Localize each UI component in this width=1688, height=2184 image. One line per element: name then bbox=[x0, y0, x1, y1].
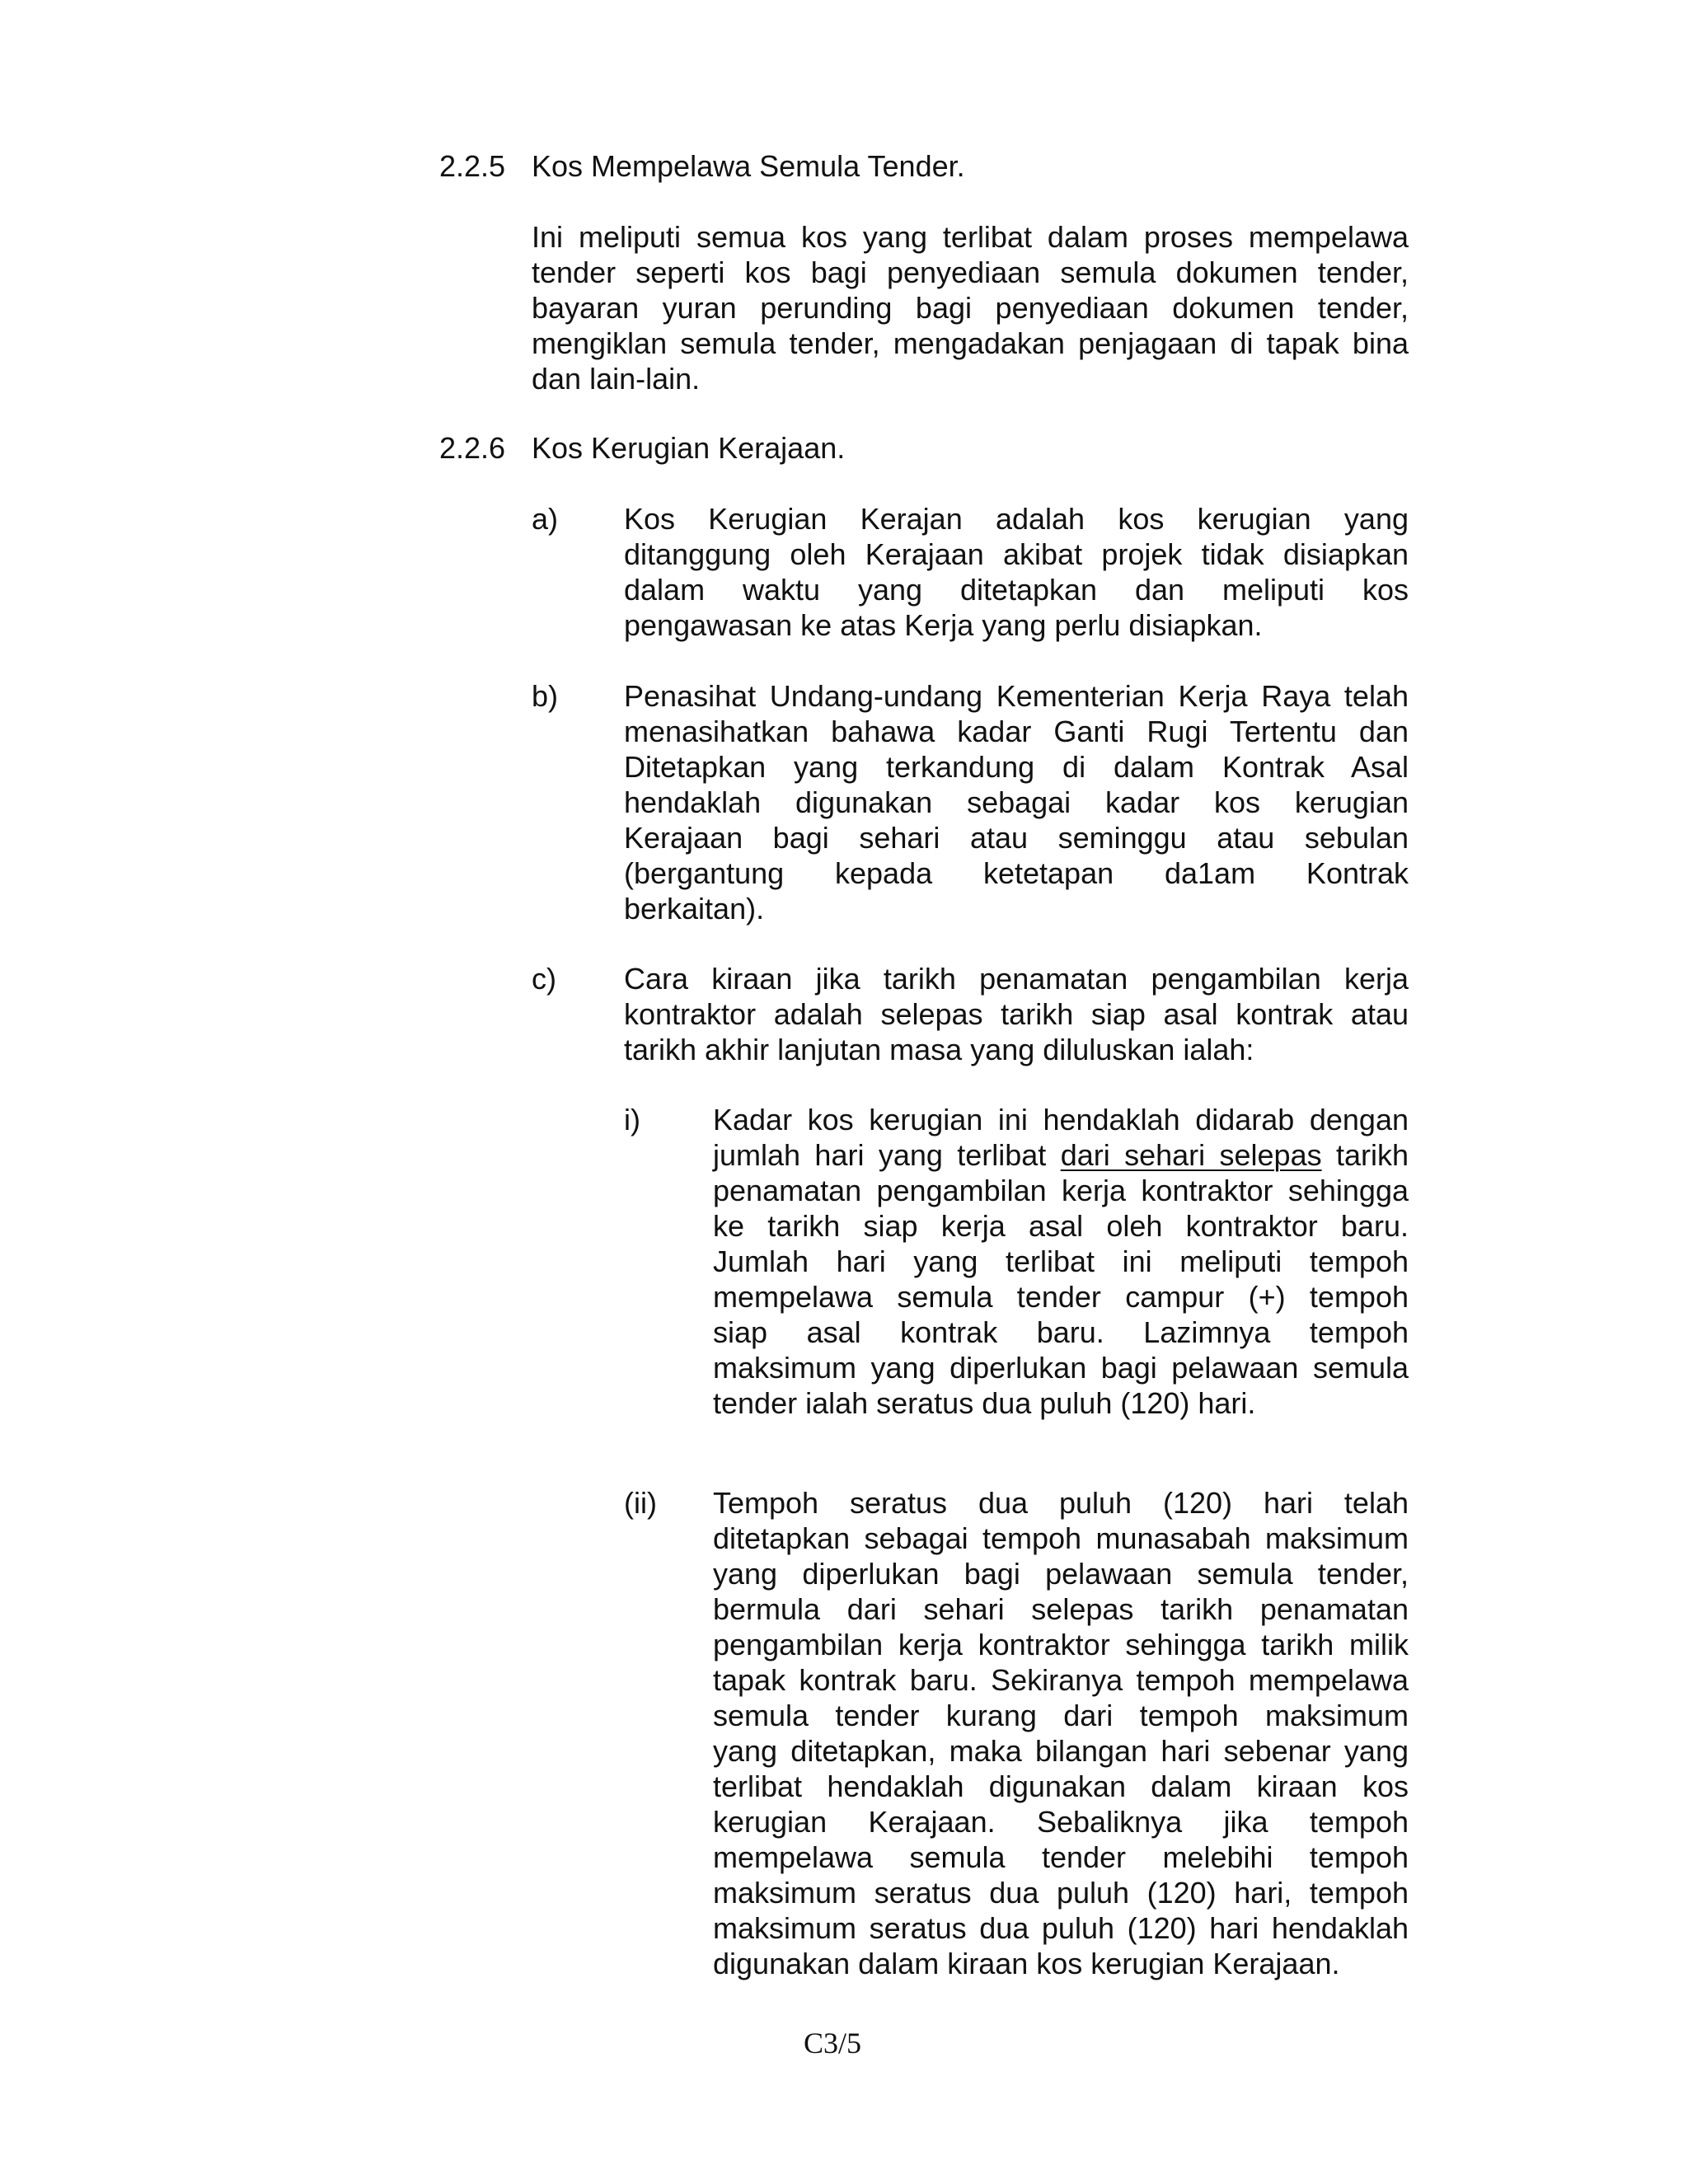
item-ii-line: semula tender kurang dari tempoh maksimum bbox=[713, 1699, 1409, 1732]
item-i-line: mempelawa semula tender campur (+) tempoh bbox=[713, 1280, 1409, 1314]
item-c-line: tarikh akhir lanjutan masa yang diluluskan ialah: bbox=[624, 1033, 1254, 1066]
item-c-line: Cara kiraan jika tarikh penamatan pengambilan kerja bbox=[624, 962, 1409, 996]
item-i-line bbox=[713, 1137, 1409, 1173]
section-number-2-2-5: 2.2.5 bbox=[439, 149, 506, 183]
item-b-line: Ditetapkan yang terkandung di dalam Kontrak Asal bbox=[624, 750, 1409, 784]
item-ii-line: ditetapkan sebagai tempoh munasabah maksimum bbox=[713, 1521, 1409, 1555]
item-ii-line: maksimum seratus dua puluh (120) hari, tempoh bbox=[713, 1876, 1409, 1910]
item-ii-line: yang ditetapkan, maka bilangan hari sebenar yang bbox=[713, 1734, 1409, 1768]
paragraph-line: mengiklan semula tender, mengadakan penjagaan di tapak bina bbox=[532, 326, 1409, 360]
item-ii-line: terlibat hendaklah digunakan dalam kiraan kos bbox=[713, 1769, 1409, 1803]
list-marker-b: b) bbox=[532, 679, 559, 713]
item-ii-line: digunakan dalam kiraan kos kerugian Kerajaan. bbox=[713, 1947, 1340, 1980]
paragraph-line: Ini meliputi semua kos yang terlibat dalam proses mempelawa bbox=[532, 220, 1409, 254]
item-ii-line: pengambilan kerja kontraktor sehingga tarikh milik bbox=[713, 1628, 1409, 1661]
item-ii-line: yang diperlukan bagi pelawaan semula tender, bbox=[713, 1557, 1409, 1591]
item-b-line: (bergantung kepada ketetapan da1am Kontrak bbox=[624, 856, 1409, 890]
item-ii-line: bermula dari sehari selepas tarikh penamatan bbox=[713, 1592, 1409, 1626]
item-i-line: tender ialah seratus dua puluh (120) hari. bbox=[713, 1386, 1256, 1420]
paragraph-line: bayaran yuran perunding bagi penyediaan dokumen tender, bbox=[532, 291, 1409, 325]
section-title-2-2-5: Kos Mempelawa Semula Tender. bbox=[532, 149, 965, 183]
item-b-line: Kerajaan bagi sehari atau seminggu atau sebulan bbox=[624, 821, 1409, 855]
underlined-phrase: dari sehari selepas bbox=[1060, 1138, 1322, 1172]
section-title-2-2-6: Kos Kerugian Kerajaan. bbox=[532, 431, 846, 465]
item-i-line: siap asal kontrak baru. Lazimnya tempoh bbox=[713, 1315, 1409, 1349]
item-b-line: Penasihat Undang-undang Kementerian Kerja Raya telah bbox=[624, 679, 1409, 713]
item-b-line: menasihatkan bahawa kadar Ganti Rugi Tertentu dan bbox=[624, 715, 1409, 748]
item-a-line: dalam waktu yang ditetapkan dan meliputi kos bbox=[624, 573, 1409, 607]
item-i-text: tarikh bbox=[1321, 1138, 1409, 1172]
list-marker-a: a) bbox=[532, 502, 559, 536]
item-i-line: penamatan pengambilan kerja kontraktor sehingga bbox=[713, 1174, 1409, 1207]
section-number-2-2-6: 2.2.6 bbox=[439, 431, 506, 465]
item-a-line: pengawasan ke atas Kerja yang perlu disiapkan. bbox=[624, 608, 1263, 642]
item-i-line: Kadar kos kerugian ini hendaklah didarab dengan bbox=[713, 1103, 1409, 1137]
list-marker-c: c) bbox=[532, 962, 556, 996]
item-i-text: jumlah hari yang terlibat bbox=[713, 1138, 1061, 1172]
item-a-line: Kos Kerugian Kerajan adalah kos kerugian yang bbox=[624, 502, 1409, 536]
item-a-line: ditanggung oleh Kerajaan akibat projek tidak disiapkan bbox=[624, 537, 1409, 571]
item-ii-line: maksimum seratus dua puluh (120) hari hendaklah bbox=[713, 1911, 1409, 1945]
item-i-line: Jumlah hari yang terlibat ini meliputi tempoh bbox=[713, 1244, 1409, 1278]
item-i-line: maksimum yang diperlukan bagi pelawaan semula bbox=[713, 1351, 1409, 1385]
item-ii-line: kerugian Kerajaan. Sebaliknya jika tempoh bbox=[713, 1805, 1409, 1839]
list-marker-i: i) bbox=[624, 1103, 640, 1137]
item-i-line: ke tarikh siap kerja asal oleh kontraktor baru. bbox=[713, 1209, 1409, 1243]
item-ii-line: mempelawa semula tender melebihi tempoh bbox=[713, 1840, 1409, 1874]
item-b-line: berkaitan). bbox=[624, 892, 765, 926]
paragraph-line: dan lain-lain. bbox=[532, 362, 701, 396]
list-marker-ii: (ii) bbox=[624, 1486, 657, 1520]
item-b-line: hendaklah digunakan sebagai kadar kos kerugian bbox=[624, 785, 1409, 819]
item-ii-line: tapak kontrak baru. Sekiranya tempoh mempelawa bbox=[713, 1663, 1409, 1697]
page-number: C3/5 bbox=[803, 2027, 861, 2060]
paragraph-line: tender seperti kos bagi penyediaan semula dokumen tender, bbox=[532, 255, 1409, 289]
item-c-line: kontraktor adalah selepas tarikh siap asal kontrak atau bbox=[624, 997, 1409, 1031]
item-ii-line: Tempoh seratus dua puluh (120) hari telah bbox=[713, 1486, 1409, 1520]
